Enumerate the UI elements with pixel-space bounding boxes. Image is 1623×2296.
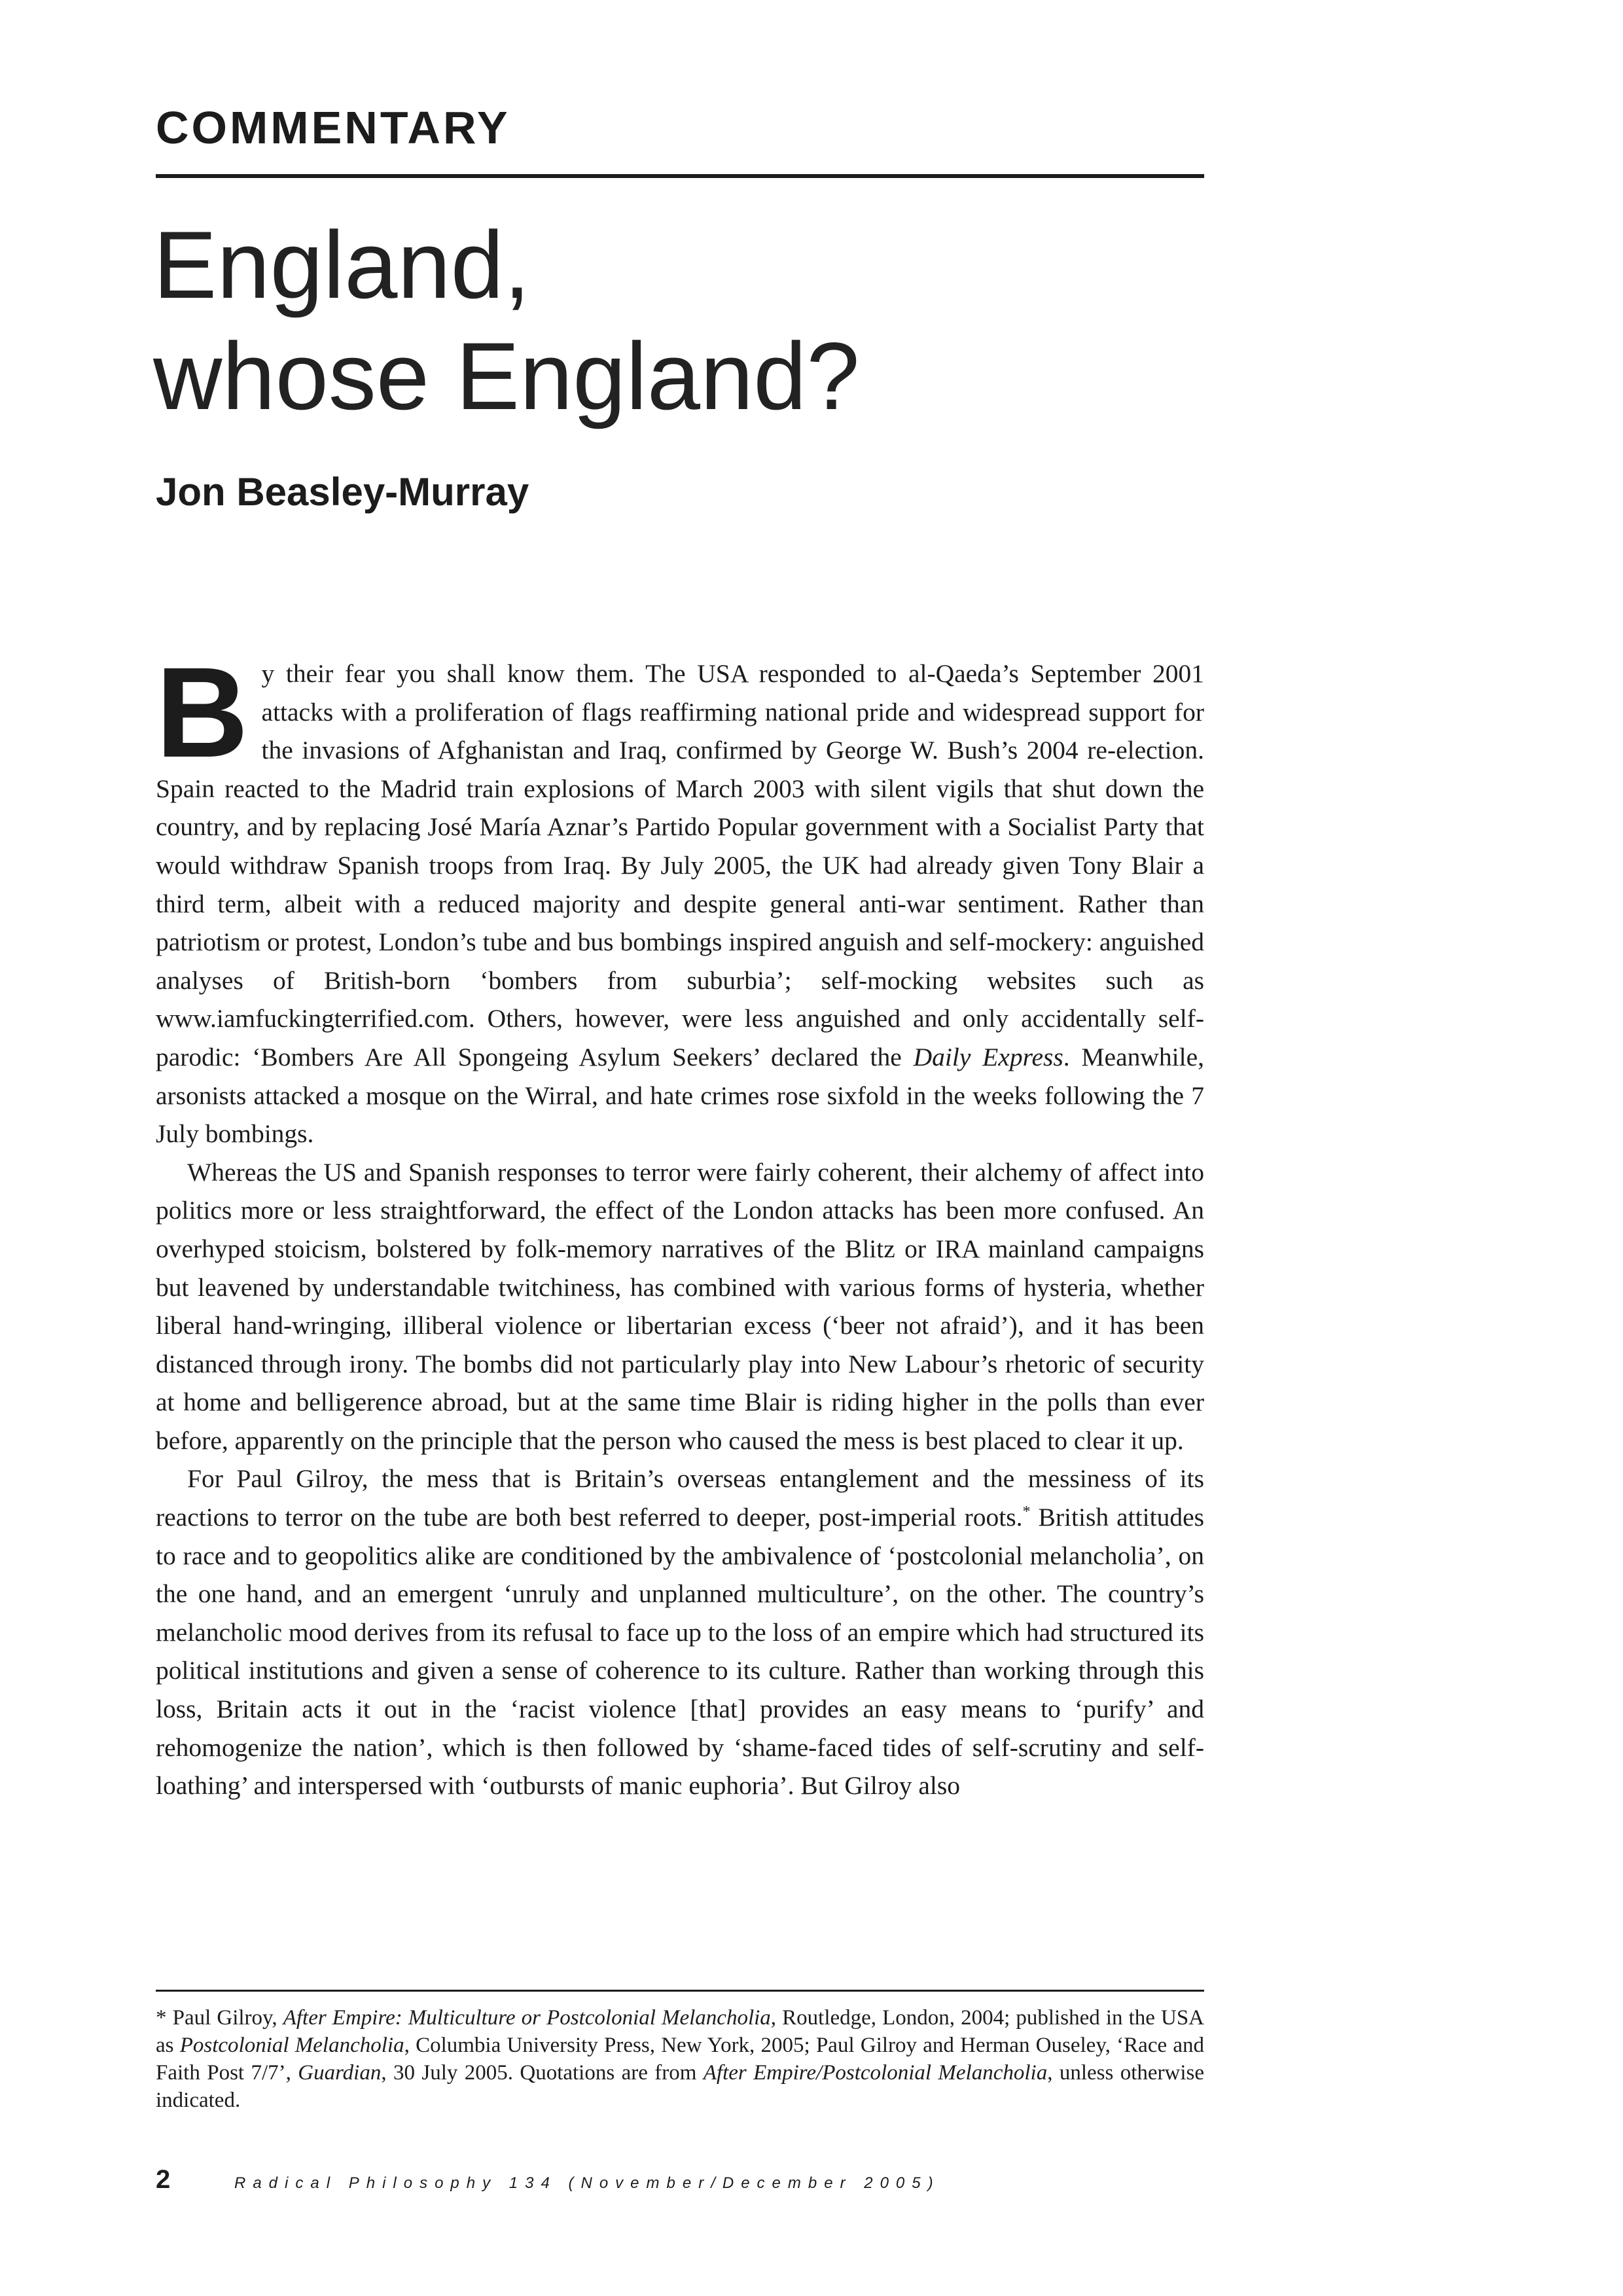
- paragraph-1: [156, 641, 1204, 1153]
- newspaper-title: Daily Express: [913, 1042, 1063, 1071]
- title-line-1: England,: [153, 211, 531, 318]
- footnote-newspaper: Guardian: [298, 2061, 382, 2085]
- author-name: Jon Beasley-Murray: [156, 470, 529, 514]
- footnote-text-2: , Routledge, London, 2004; published in the USA as: [156, 2006, 1205, 2057]
- header-rule: [156, 174, 1204, 178]
- footnote-rule: [156, 1990, 1204, 1992]
- page-footer: [156, 2165, 1204, 2195]
- footnote-book-title-2: Postcolonial Melancholia: [179, 2034, 404, 2057]
- footnote-text-5: , unless otherwise indicated.: [156, 2061, 1204, 2112]
- footnote: [156, 2004, 1204, 2114]
- footnote-text-3: , Columbia University Press, New York, 2005; Paul Gilroy and Herman Ouseley, ‘Race and Faith Post 7/7’,: [156, 2034, 1204, 2085]
- paragraph-1-text-a: y their fear you shall know them. The USA responded to al-Qaeda’s September 2001 attacks with a proliferation of flags reaffirming national pride and widespread support for the invasions of Afghanistan and Iraq, confirmed by George W. Bush’s 2004 re-election. Spain reacted to the Madrid train explosions of March 2003 with silent vigils that shut down the country, and by replacing José María Aznar’s Partido Popular government with a Socialist Party that would withdraw Spanish troops from Iraq. By July 2005, the UK had already given Tony Blair a third term, albeit with a reduced majority and despite general anti-war sentiment. Rather than patriotism or protest, London’s tube and bus bombings inspired anguish and self-mockery: anguished analyses of British-born ‘bombers from suburbia’; self-mocking websites such as www.iamfuckingterrified.com. Others, however, were less anguished and only accidentally self-parodic: ‘Bombers Are All Spongeing Asylum Seekers’ declared the: [156, 659, 1204, 1071]
- drop-cap: B: [156, 641, 249, 784]
- footnote-text-4: , 30 July 2005. Quotations are from: [381, 2061, 704, 2085]
- page-number: 2: [156, 2165, 171, 2194]
- footnote-text-1: * Paul Gilroy,: [156, 2006, 283, 2030]
- article-title: [153, 209, 1213, 432]
- paragraph-3: [156, 1460, 1204, 1804]
- footnote-book-title-1: After Empire: Multiculture or Postcolonial Melancholia: [283, 2006, 771, 2030]
- title-line-2: whose England?: [153, 323, 860, 429]
- paragraph-1-text-b: . Meanwhile, arsonists attacked a mosque on the Wirral, and hate crimes rose sixfold in the weeks following the 7 July bombings.: [156, 1042, 1204, 1149]
- paragraph-3-text-a: For Paul Gilroy, the mess that is Britain’s overseas entanglement and the messiness of its reactions to terror on the tube are both best referred to deeper, post-imperial roots.: [156, 1464, 1204, 1532]
- footnote-reference[interactable]: *: [1022, 1503, 1031, 1520]
- journal-citation: Radical Philosophy 134 (November/December 2005): [234, 2174, 940, 2192]
- footnote-book-title-3: After Empire/Postcolonial Melancholia: [703, 2061, 1048, 2085]
- article-body: [156, 641, 1204, 1805]
- paragraph-2: Whereas the US and Spanish responses to terror were fairly coherent, their alchemy of affect into politics more or less straightforward, the effect of the London attacks has been more confused. An overhyped stoicism, bolstered by folk-memory narratives of the Blitz or IRA mainland campaigns but leavened by understandable twitchiness, has combined with various forms of hysteria, whether liberal hand-wringing, illiberal violence or libertarian excess (‘beer not afraid’), and it has been distanced through irony. The bombs did not particularly play into New Labour’s rhetoric of security at home and belligerence abroad, but at the same time Blair is riding higher in the polls than ever before, apparently on the principle that the person who caused the mess is best placed to clear it up.: [156, 1157, 1204, 1455]
- paragraph-3-text-b: British attitudes to race and to geopolitics alike are conditioned by the ambivalence of ‘postcolonial melancholia’, on the one hand, and an emergent ‘unruly and unplanned multiculture’, on the other. The country’s melancholic mood derives from its refusal to face up to the loss of an empire which had structured its political institutions and given a sense of coherence to its culture. Rather than working through this loss, Britain acts it out in the ‘racist violence [that] provides an easy means to ‘purify’ and rehomogenize the nation’, which is then followed by ‘shame-faced tides of self-scrutiny and self-loathing’ and interspersed with ‘outbursts of manic euphoria’. But Gilroy also: [156, 1503, 1204, 1801]
- section-label: COMMENTARY: [156, 102, 510, 153]
